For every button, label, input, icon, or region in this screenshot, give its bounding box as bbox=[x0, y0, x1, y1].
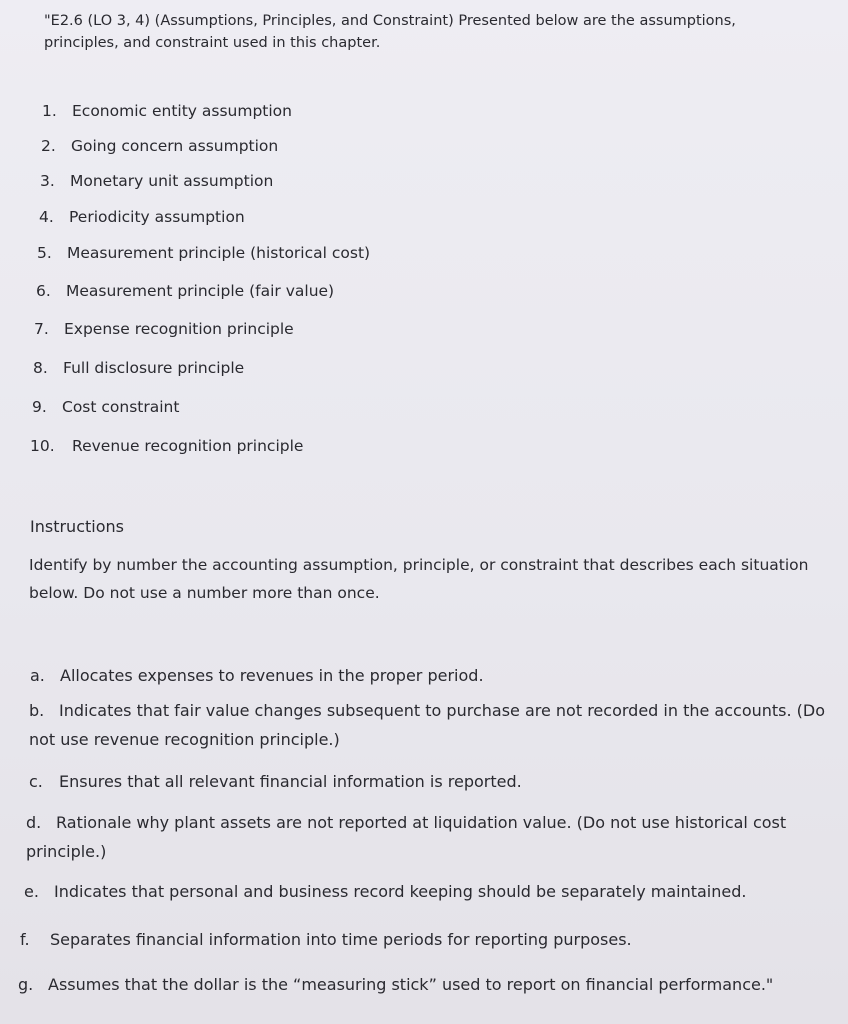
list-item-label: Cost constraint bbox=[62, 398, 180, 416]
list-item-label: Periodicity assumption bbox=[69, 208, 245, 226]
situation-item bbox=[24, 877, 824, 906]
list-item-number: 6. bbox=[36, 282, 51, 300]
list-item bbox=[39, 206, 245, 228]
list-item-number: 2. bbox=[41, 137, 56, 155]
exercise-header: "E2.6 (LO 3, 4) (Assumptions, Principles, and Constraint) Presented below are the assumptions, principles, and constraint used in this chapter. bbox=[44, 13, 736, 51]
list-item bbox=[36, 280, 334, 302]
list-item bbox=[41, 135, 278, 157]
situation-item bbox=[30, 661, 830, 690]
list-item-number: 4. bbox=[39, 208, 54, 226]
instructions-text: Identify by number the accounting assumption, principle, or constraint that describes each situation below. Do not use a number more than once. bbox=[29, 556, 809, 602]
list-item bbox=[42, 100, 292, 122]
situation-item bbox=[20, 925, 820, 954]
situation-text: Allocates expenses to revenues in the proper period. bbox=[60, 666, 484, 685]
list-item-label: Full disclosure principle bbox=[63, 359, 245, 377]
instructions-title: Instructions bbox=[30, 517, 124, 536]
list-item-number: 7. bbox=[34, 320, 49, 338]
list-item-label: Expense recognition principle bbox=[64, 320, 294, 338]
situation-item bbox=[26, 808, 816, 866]
situation-letter: b. bbox=[29, 701, 45, 720]
list-item-label: Revenue recognition principle bbox=[72, 437, 304, 455]
situation-text: Indicates that personal and business record keeping should be separately maintained. bbox=[54, 882, 747, 901]
list-item-label: Measurement principle (historical cost) bbox=[67, 244, 371, 262]
situation-text: Assumes that the dollar is the “measuring stick” used to report on financial performance." bbox=[48, 975, 774, 994]
list-item-label: Monetary unit assumption bbox=[70, 172, 274, 190]
list-item bbox=[40, 170, 273, 192]
list-item bbox=[30, 435, 303, 457]
list-item-label: Economic entity assumption bbox=[72, 102, 292, 120]
list-item bbox=[37, 242, 370, 264]
situation-letter: f. bbox=[20, 930, 30, 949]
situation-letter: g. bbox=[18, 975, 34, 994]
situation-item bbox=[18, 970, 828, 999]
list-item-number: 8. bbox=[33, 359, 48, 377]
situation-text: Ensures that all relevant financial information is reported. bbox=[59, 772, 522, 791]
situation-item bbox=[29, 767, 829, 796]
list-item-number: 5. bbox=[37, 244, 52, 262]
situation-letter: c. bbox=[29, 772, 43, 791]
situation-letter: e. bbox=[24, 882, 39, 901]
list-item bbox=[32, 396, 179, 418]
list-item-label: Measurement principle (fair value) bbox=[66, 282, 335, 300]
list-item-number: 9. bbox=[32, 398, 47, 416]
list-item bbox=[33, 357, 244, 379]
situation-letter: a. bbox=[30, 666, 45, 685]
situation-text: Indicates that fair value changes subsequent to purchase are not recorded in the accounts. (Do not use revenue recognition principle.) bbox=[29, 701, 826, 749]
list-item-number: 3. bbox=[40, 172, 55, 190]
list-item-number: 1. bbox=[42, 102, 57, 120]
list-item-number: 10. bbox=[30, 437, 55, 455]
situation-text: Separates financial information into time periods for reporting purposes. bbox=[50, 930, 632, 949]
situation-item bbox=[29, 696, 843, 754]
situation-text: Rationale why plant assets are not reported at liquidation value. (Do not use historical cost principle.) bbox=[26, 813, 787, 861]
list-item-label: Going concern assumption bbox=[71, 137, 279, 155]
list-item bbox=[34, 318, 294, 340]
situation-letter: d. bbox=[26, 813, 42, 832]
